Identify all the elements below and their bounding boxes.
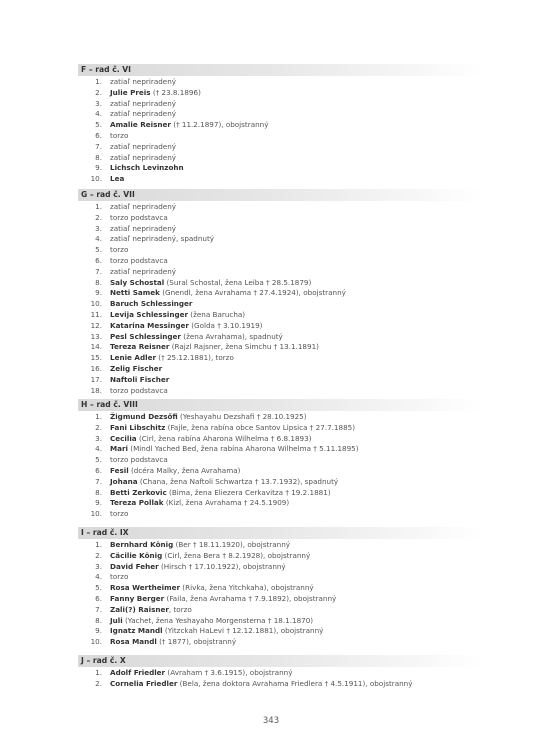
entry-detail: (Hirsch † 17.10.1922), obojstranný [158, 561, 286, 571]
entry-text [110, 278, 311, 289]
entry-list [78, 202, 483, 396]
list-item [78, 310, 483, 321]
entry-detail: torzo podstavca [110, 385, 168, 395]
entry-text [110, 466, 240, 477]
list-item [78, 412, 483, 423]
entry-number: 9. [95, 163, 102, 173]
entry-list [78, 540, 483, 648]
entry-number: 10. [90, 299, 102, 309]
entry-detail: , torzo [168, 604, 192, 614]
list-item [78, 434, 483, 445]
entry-detail: zatiaľ nepriradený [110, 202, 177, 211]
entry-list [78, 412, 483, 520]
section-row-viii [78, 399, 483, 520]
list-item [78, 224, 483, 235]
person-name: Cornelia Friedler [110, 678, 178, 688]
entry-text [110, 679, 413, 690]
person-name: Rosa Mandl [110, 637, 157, 647]
entry-text [110, 245, 128, 256]
list-item [78, 637, 483, 648]
list-item [78, 509, 483, 520]
entry-number: 2. [95, 422, 102, 432]
entry-number: 4. [95, 234, 102, 244]
entry-number: 6. [95, 130, 102, 140]
list-item [78, 213, 483, 224]
entry-number: 7. [95, 604, 102, 614]
list-item [78, 153, 483, 164]
list-item [78, 444, 483, 455]
list-item [78, 583, 483, 594]
entry-text [110, 163, 184, 174]
person-name: Julie Preis [110, 87, 151, 97]
entry-detail: (Rajzl Rajsner, žena Simchu † 13.1.1891) [169, 342, 319, 352]
section-row-ix [78, 527, 483, 648]
entry-text [110, 288, 346, 299]
entry-detail: zatiaľ nepriradený [110, 98, 177, 108]
list-item [78, 245, 483, 256]
entry-number: 8. [95, 615, 102, 625]
entry-detail: (Sural Schostal, žena Leiba † 28.5.1879) [164, 277, 312, 287]
entry-text [110, 477, 338, 488]
entry-number: 11. [90, 309, 102, 319]
entry-detail: († 11.2.1897), obojstranný [170, 120, 269, 130]
entry-number: 5. [95, 245, 102, 255]
entry-text [110, 256, 168, 267]
person-name: Mari [110, 444, 129, 454]
person-name: Zali(?) Raisner [110, 604, 169, 614]
list-item [78, 163, 483, 174]
list-item [78, 488, 483, 499]
entry-text [110, 99, 176, 110]
entry-text [110, 551, 310, 562]
entry-text [110, 434, 312, 445]
list-item [78, 142, 483, 153]
entry-detail: (Kizl, žena Avrahama † 24.5.1909) [163, 498, 290, 508]
list-item [78, 466, 483, 477]
entry-text [110, 540, 290, 551]
list-item [78, 386, 483, 397]
list-item [78, 353, 483, 364]
section-title: I – rad č. IX [78, 527, 483, 539]
entry-number: 7. [95, 141, 102, 151]
entry-text [110, 583, 314, 594]
entry-detail: zatiaľ nepriradený [110, 223, 177, 233]
entry-number: 2. [95, 87, 102, 97]
entry-text [110, 77, 176, 88]
section-title: H – rad č. VIII [78, 399, 483, 411]
list-item [78, 498, 483, 509]
entry-detail: (Gnendl, žena Avrahama † 27.4.1924), obojstranný [159, 288, 346, 298]
entry-detail: torzo podstavca [110, 255, 168, 265]
list-item [78, 99, 483, 110]
person-name: Tereza Pollak [110, 498, 164, 508]
entry-number: 2. [95, 678, 102, 688]
entry-detail: († 23.8.1896) [150, 87, 201, 97]
entry-text [110, 616, 313, 627]
list-item [78, 267, 483, 278]
entry-number: 2. [95, 550, 102, 560]
entry-text [110, 202, 176, 213]
entry-text [110, 353, 234, 364]
page-number: 343 [262, 716, 280, 726]
entry-number: 9. [95, 626, 102, 636]
list-item [78, 605, 483, 616]
person-name: Levija Schlessinger [110, 309, 189, 319]
entry-detail: (Fajle, žena rabína obce Santov Lipsica † 27.7.1885) [165, 422, 356, 432]
person-name: Žigmund Dezsőfi [110, 412, 178, 421]
entry-text [110, 234, 214, 245]
list-item [78, 321, 483, 332]
entry-number: 3. [95, 98, 102, 108]
person-name: Katarina Messinger [110, 320, 189, 330]
entry-number: 14. [90, 342, 102, 352]
entry-number: 6. [95, 593, 102, 603]
entry-text [110, 605, 192, 616]
person-name: Zelig Fischer [110, 363, 163, 373]
entry-number: 6. [95, 465, 102, 475]
entry-number: 13. [90, 331, 102, 341]
entry-number: 5. [95, 455, 102, 465]
person-name: Fanny Berger [110, 593, 165, 603]
section-title: J – rad č. X [78, 655, 483, 667]
list-item [78, 423, 483, 434]
entry-text [110, 364, 162, 375]
entry-number: 6. [95, 255, 102, 265]
entry-text [110, 594, 336, 605]
entry-detail: zatiaľ nepriradený [110, 77, 177, 86]
person-name: Bernhard König [110, 540, 174, 549]
entry-number: 3. [95, 223, 102, 233]
entry-list [78, 668, 483, 690]
entry-text [110, 412, 307, 423]
entry-detail: (žena Barucha) [188, 309, 246, 319]
entry-text [110, 174, 124, 185]
entry-number: 1. [95, 412, 102, 421]
entry-text [110, 267, 176, 278]
entry-detail: (Yitzckah HaLevi † 12.12.1881), obojstranný [162, 626, 324, 636]
entry-number: 8. [95, 487, 102, 497]
entry-detail: zatiaľ nepriradený [110, 141, 177, 151]
entry-number: 10. [90, 637, 102, 647]
section-row-x [78, 655, 483, 690]
entry-detail: (Golda † 3.10.1919) [188, 320, 263, 330]
person-name: Betti Zerkovic [110, 487, 167, 497]
entry-detail: (žena Avrahama), spadnutý [180, 331, 283, 341]
list-item [78, 278, 483, 289]
entry-text [110, 120, 268, 131]
list-item [78, 174, 483, 185]
list-item [78, 288, 483, 299]
entry-detail: (Avraham † 3.6.1915), obojstranný [165, 668, 293, 677]
entry-number: 9. [95, 498, 102, 508]
entry-number: 12. [90, 320, 102, 330]
entry-number: 1. [95, 668, 102, 677]
entry-number: 4. [95, 109, 102, 119]
person-name: Amalie Reisner [110, 120, 171, 130]
entry-detail: (Ber † 18.11.1920), obojstranný [173, 540, 291, 549]
entry-number: 7. [95, 266, 102, 276]
entry-detail: (Yeshayahu Dezshafi † 28.10.1925) [177, 412, 307, 421]
list-item [78, 234, 483, 245]
entry-detail: (Faila, žena Avrahama † 7.9.1892), obojstranný [164, 593, 337, 603]
list-item [78, 572, 483, 583]
person-name: Fani Libschitz [110, 422, 166, 432]
list-item [78, 540, 483, 551]
entry-detail: torzo [110, 130, 129, 140]
entry-number: 4. [95, 444, 102, 454]
person-name: Naftoli Fischer [110, 374, 170, 384]
entry-number: 10. [90, 174, 102, 184]
entry-detail: torzo [110, 509, 129, 519]
entry-text [110, 455, 168, 466]
entry-detail: (Rivka, žena Yitchkaha), obojstranný [180, 583, 314, 593]
list-item [78, 88, 483, 99]
entry-text [110, 213, 168, 224]
entry-detail: (Cirl, žena Bera † 8.2.1928), obojstranný [162, 550, 311, 560]
entry-text [110, 423, 355, 434]
entry-detail: torzo [110, 572, 129, 582]
entry-detail: (Bima, žena Eliezera Cerkavitza † 19.2.1881) [166, 487, 331, 497]
list-item [78, 562, 483, 573]
entry-detail: († 1877), obojstranný [156, 637, 237, 647]
person-name: Lichsch Levinzohn [110, 163, 184, 173]
list-item [78, 120, 483, 131]
entry-text [110, 444, 359, 455]
entry-list [78, 77, 483, 185]
entry-number: 15. [90, 353, 102, 363]
entry-text [110, 321, 263, 332]
list-item [78, 375, 483, 386]
entry-text [110, 224, 176, 235]
list-item [78, 626, 483, 637]
person-name: Lenie Adler [110, 353, 157, 363]
section-row-vi [78, 64, 483, 185]
list-item [78, 342, 483, 353]
person-name: David Feher [110, 561, 159, 571]
list-item [78, 477, 483, 488]
section-row-vii [78, 189, 483, 396]
entry-number: 16. [90, 363, 102, 373]
list-item [78, 551, 483, 562]
entry-number: 2. [95, 212, 102, 222]
entry-number: 7. [95, 476, 102, 486]
entry-text [110, 310, 245, 321]
entry-text [110, 498, 289, 509]
entry-number: 1. [95, 77, 102, 86]
entry-text [110, 509, 128, 520]
entry-text [110, 88, 201, 99]
entry-detail: torzo podstavca [110, 455, 168, 465]
entry-text [110, 637, 236, 648]
list-item [78, 668, 483, 679]
entry-detail: zatiaľ nepriradený [110, 109, 177, 119]
entry-number: 1. [95, 202, 102, 211]
person-name: Cecilia [110, 433, 137, 443]
entry-text [110, 562, 286, 573]
list-item [78, 594, 483, 605]
list-item [78, 77, 483, 88]
entry-detail: torzo podstavca [110, 212, 168, 222]
entry-text [110, 626, 323, 637]
entry-detail: († 25.12.1881), torzo [156, 353, 234, 363]
entry-number: 5. [95, 120, 102, 130]
entry-detail: zatiaľ nepriradený, spadnutý [110, 234, 215, 244]
entry-number: 9. [95, 288, 102, 298]
entry-text [110, 375, 169, 386]
person-name: Ignatz Mandl [110, 626, 163, 636]
entry-detail: (Bela, žena doktora Avrahama Friedlera † 4.5.1911), obojstranný [177, 678, 413, 688]
list-item [78, 455, 483, 466]
person-name: Tereza Reisner [110, 342, 170, 352]
person-name: Adolf Friedler [110, 668, 166, 677]
entry-text [110, 299, 192, 310]
list-item [78, 202, 483, 213]
person-name: Pesl Schlessinger [110, 331, 181, 341]
entry-text [110, 342, 319, 353]
entry-number: 4. [95, 572, 102, 582]
entry-text [110, 142, 176, 153]
section-title: F – rad č. VI [78, 64, 483, 76]
entry-detail: (Yachet, žena Yeshayaho Morgensterna † 18.1.1870) [122, 615, 314, 625]
person-name: Netti Samek [110, 288, 160, 298]
person-name: Baruch Schlessinger [110, 299, 193, 309]
entry-detail: zatiaľ nepriradený [110, 152, 177, 162]
entry-text [110, 668, 292, 679]
entry-number: 17. [90, 374, 102, 384]
person-name: Cäcilie König [110, 550, 163, 560]
entry-text [110, 332, 283, 343]
person-name: Fesil [110, 465, 129, 475]
entry-text [110, 131, 128, 142]
list-item [78, 679, 483, 690]
entry-number: 18. [90, 385, 102, 395]
entry-detail: zatiaľ nepriradený [110, 266, 177, 276]
entry-number: 1. [95, 540, 102, 549]
entry-text [110, 572, 128, 583]
entry-detail: (Mindl Yached Bed, žena rabína Aharona Wilhelma † 5.11.1895) [128, 444, 359, 454]
person-name: Juli [110, 615, 123, 625]
list-item [78, 256, 483, 267]
person-name: Rosa Wertheimer [110, 583, 180, 593]
entry-detail: (Chana, žena Naftoli Schwartza † 13.7.1932), spadnutý [137, 476, 339, 486]
list-item [78, 332, 483, 343]
list-item [78, 616, 483, 627]
person-name: Johana [110, 476, 138, 486]
section-title: G – rad č. VII [78, 189, 483, 201]
entry-text [110, 488, 331, 499]
entry-number: 8. [95, 152, 102, 162]
entry-text [110, 386, 168, 397]
entry-number: 8. [95, 277, 102, 287]
entry-number: 3. [95, 561, 102, 571]
entry-number: 5. [95, 583, 102, 593]
entry-number: 10. [90, 509, 102, 519]
list-item [78, 131, 483, 142]
person-name: Saly Schostal [110, 277, 165, 287]
person-name: Lea [110, 174, 125, 184]
entry-number: 3. [95, 433, 102, 443]
entry-text [110, 109, 176, 120]
list-item [78, 364, 483, 375]
entry-text [110, 153, 176, 164]
entry-detail: torzo [110, 245, 129, 255]
list-item [78, 299, 483, 310]
entry-detail: (dcéra Malky, žena Avrahama) [128, 465, 241, 475]
list-item [78, 109, 483, 120]
entry-detail: (Cirl, žena rabína Aharona Wilhelma † 6.8.1893) [136, 433, 312, 443]
